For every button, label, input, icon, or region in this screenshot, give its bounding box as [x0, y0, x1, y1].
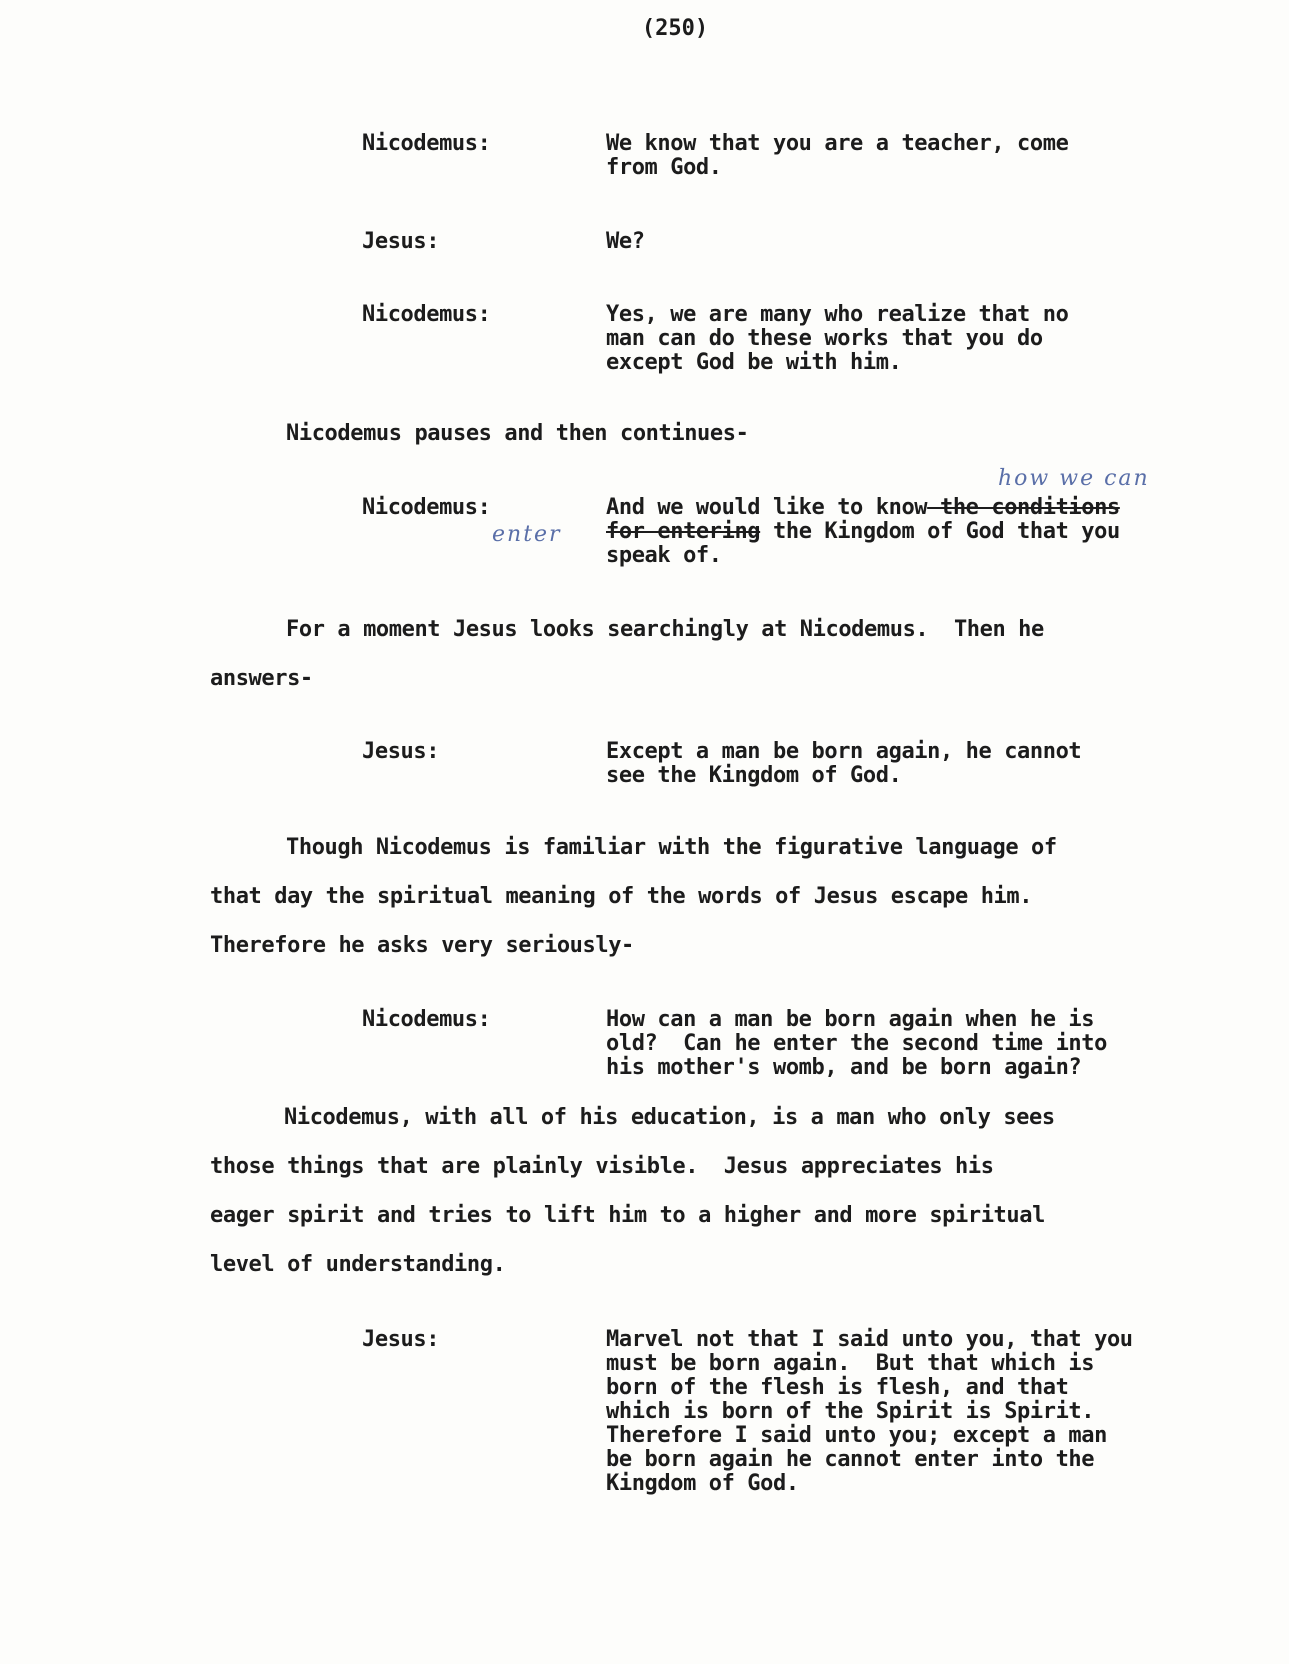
narration-line: level of understanding.	[210, 1252, 506, 1277]
narration-line: Nicodemus, with all of his education, is a man who only sees	[284, 1105, 1055, 1130]
speaker-label: Jesus:	[362, 739, 440, 764]
typed-text: the Kingdom of God that you	[760, 519, 1120, 544]
dialogue-line: How can a man be born again when he is	[606, 1007, 1095, 1032]
dialogue-line	[606, 496, 1120, 520]
dialogue-line: We?	[606, 229, 645, 254]
speaker-label: Nicodemus:	[362, 131, 491, 156]
dialogue-line: speak of.	[606, 543, 722, 568]
dialogue-line: man can do these works that you do	[606, 326, 1043, 351]
dialogue-line: must be born again. But that which is	[606, 1351, 1095, 1376]
narration-line: Nicodemus pauses and then continues-	[286, 421, 749, 446]
dialogue-line: be born again he cannot enter into the	[606, 1447, 1095, 1472]
dialogue-line: his mother's womb, and be born again?	[606, 1055, 1082, 1080]
struck-text: for entering	[606, 519, 761, 544]
dialogue-line: Except a man be born again, he cannot	[606, 739, 1082, 764]
dialogue-line: see the Kingdom of God.	[606, 763, 902, 788]
speaker-label: Jesus:	[362, 229, 440, 254]
dialogue-line: which is born of the Spirit is Spirit.	[606, 1399, 1095, 1424]
speaker-label: Nicodemus:	[362, 1007, 491, 1032]
narration-line: Though Nicodemus is familiar with the figurative language of	[286, 835, 1057, 860]
dialogue-line: born of the flesh is flesh, and that	[606, 1375, 1069, 1400]
narration-line: answers-	[210, 666, 313, 691]
dialogue-line: Marvel not that I said unto you, that you	[606, 1327, 1133, 1352]
dialogue-line: Yes, we are many who realize that no	[606, 302, 1069, 327]
narration-line: Therefore he asks very seriously-	[210, 933, 634, 958]
dialogue-line: Therefore I said unto you; except a man	[606, 1423, 1107, 1448]
speaker-label: Jesus:	[362, 1327, 440, 1352]
narration-line: that day the spiritual meaning of the words of Jesus escape him.	[210, 884, 1033, 909]
dialogue-line: Kingdom of God.	[606, 1471, 799, 1496]
narration-line: eager spirit and tries to lift him to a higher and more spiritual	[210, 1203, 1045, 1228]
dialogue-line: We know that you are a teacher, come	[606, 131, 1069, 156]
dialogue-line: from God.	[606, 155, 722, 180]
struck-text: the conditions	[927, 495, 1120, 520]
speaker-label: Nicodemus:	[362, 495, 491, 520]
dialogue-line: except God be with him.	[606, 350, 902, 375]
handwritten-correction: how we can	[998, 466, 1150, 491]
page-number: (250)	[641, 16, 709, 41]
dialogue-line: old? Can he enter the second time into	[606, 1031, 1107, 1056]
dialogue-line	[606, 520, 1120, 544]
narration-line: For a moment Jesus looks searchingly at Nicodemus. Then he	[286, 617, 1044, 642]
handwritten-correction: enter	[492, 522, 562, 547]
narration-line: those things that are plainly visible. Jesus appreciates his	[210, 1154, 994, 1179]
speaker-label: Nicodemus:	[362, 302, 491, 327]
typed-text: And we would like to know	[606, 495, 928, 520]
